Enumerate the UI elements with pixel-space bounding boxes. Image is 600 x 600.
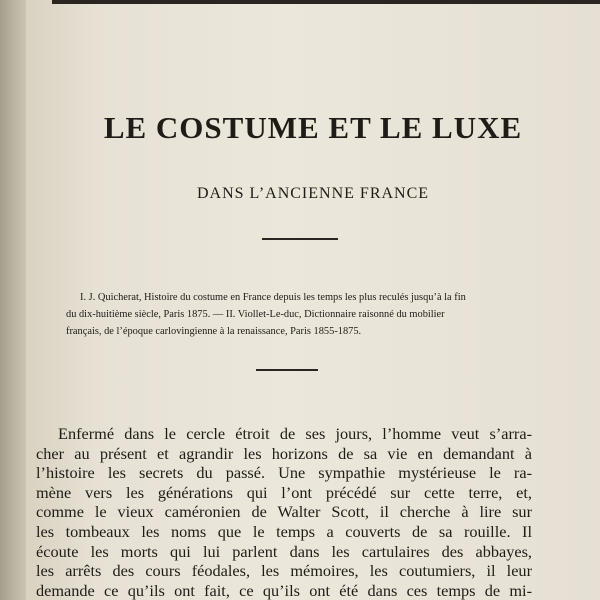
article-subtitle: DANS L’ANCIENNE FRANCE: [196, 185, 430, 202]
body-line: mène vers les générations qui l’ont précédé sur cette terre, et,: [36, 482, 532, 502]
footnote-line: français, de l’époque carlovingienne à la renaissance, Paris 1855-1875.: [66, 326, 362, 337]
body-line: l’histoire les secrets du passé. Une sympathie mystérieuse le ra-: [36, 463, 532, 483]
divider-rule: [256, 369, 318, 371]
body-line: cher au présent et agrandir les horizons de sa vie en demandant à: [36, 443, 532, 463]
article-title: LE COSTUME ET LE LUXE: [103, 110, 523, 145]
body-line: écoute les morts qui lui parlent dans les cartulaires des abbayes,: [36, 541, 532, 561]
body-line: les tombeaux les noms que le temps a couverts de sa rouille. Il: [36, 521, 532, 541]
footnote-line: du dix-huitième siècle, Paris 1875. — II. Viollet-Le-duc, Dictionnaire raisonné du mobilier: [66, 309, 445, 320]
divider-rule: [262, 238, 338, 240]
body-line: demande ce qu’ils ont fait, ce qu’ils ont été dans ces temps de mi-: [36, 580, 532, 600]
bibliographic-footnote: [66, 289, 544, 340]
footnote-line: I. J. Quicherat, Histoire du costume en France depuis les temps les plus reculés jusqu’à la fin: [80, 292, 466, 303]
body-line: Enfermé dans le cercle étroit de ses jours, l’homme veut s’arra-: [58, 424, 532, 443]
body-line: comme le vieux caméronien de Walter Scott, il cherche à lire sur: [36, 502, 532, 522]
body-paragraph: [36, 424, 532, 600]
body-line: les arrêts des cours féodales, les mémoires, les coutumiers, il leur: [36, 561, 532, 581]
top-rule: [52, 0, 600, 4]
